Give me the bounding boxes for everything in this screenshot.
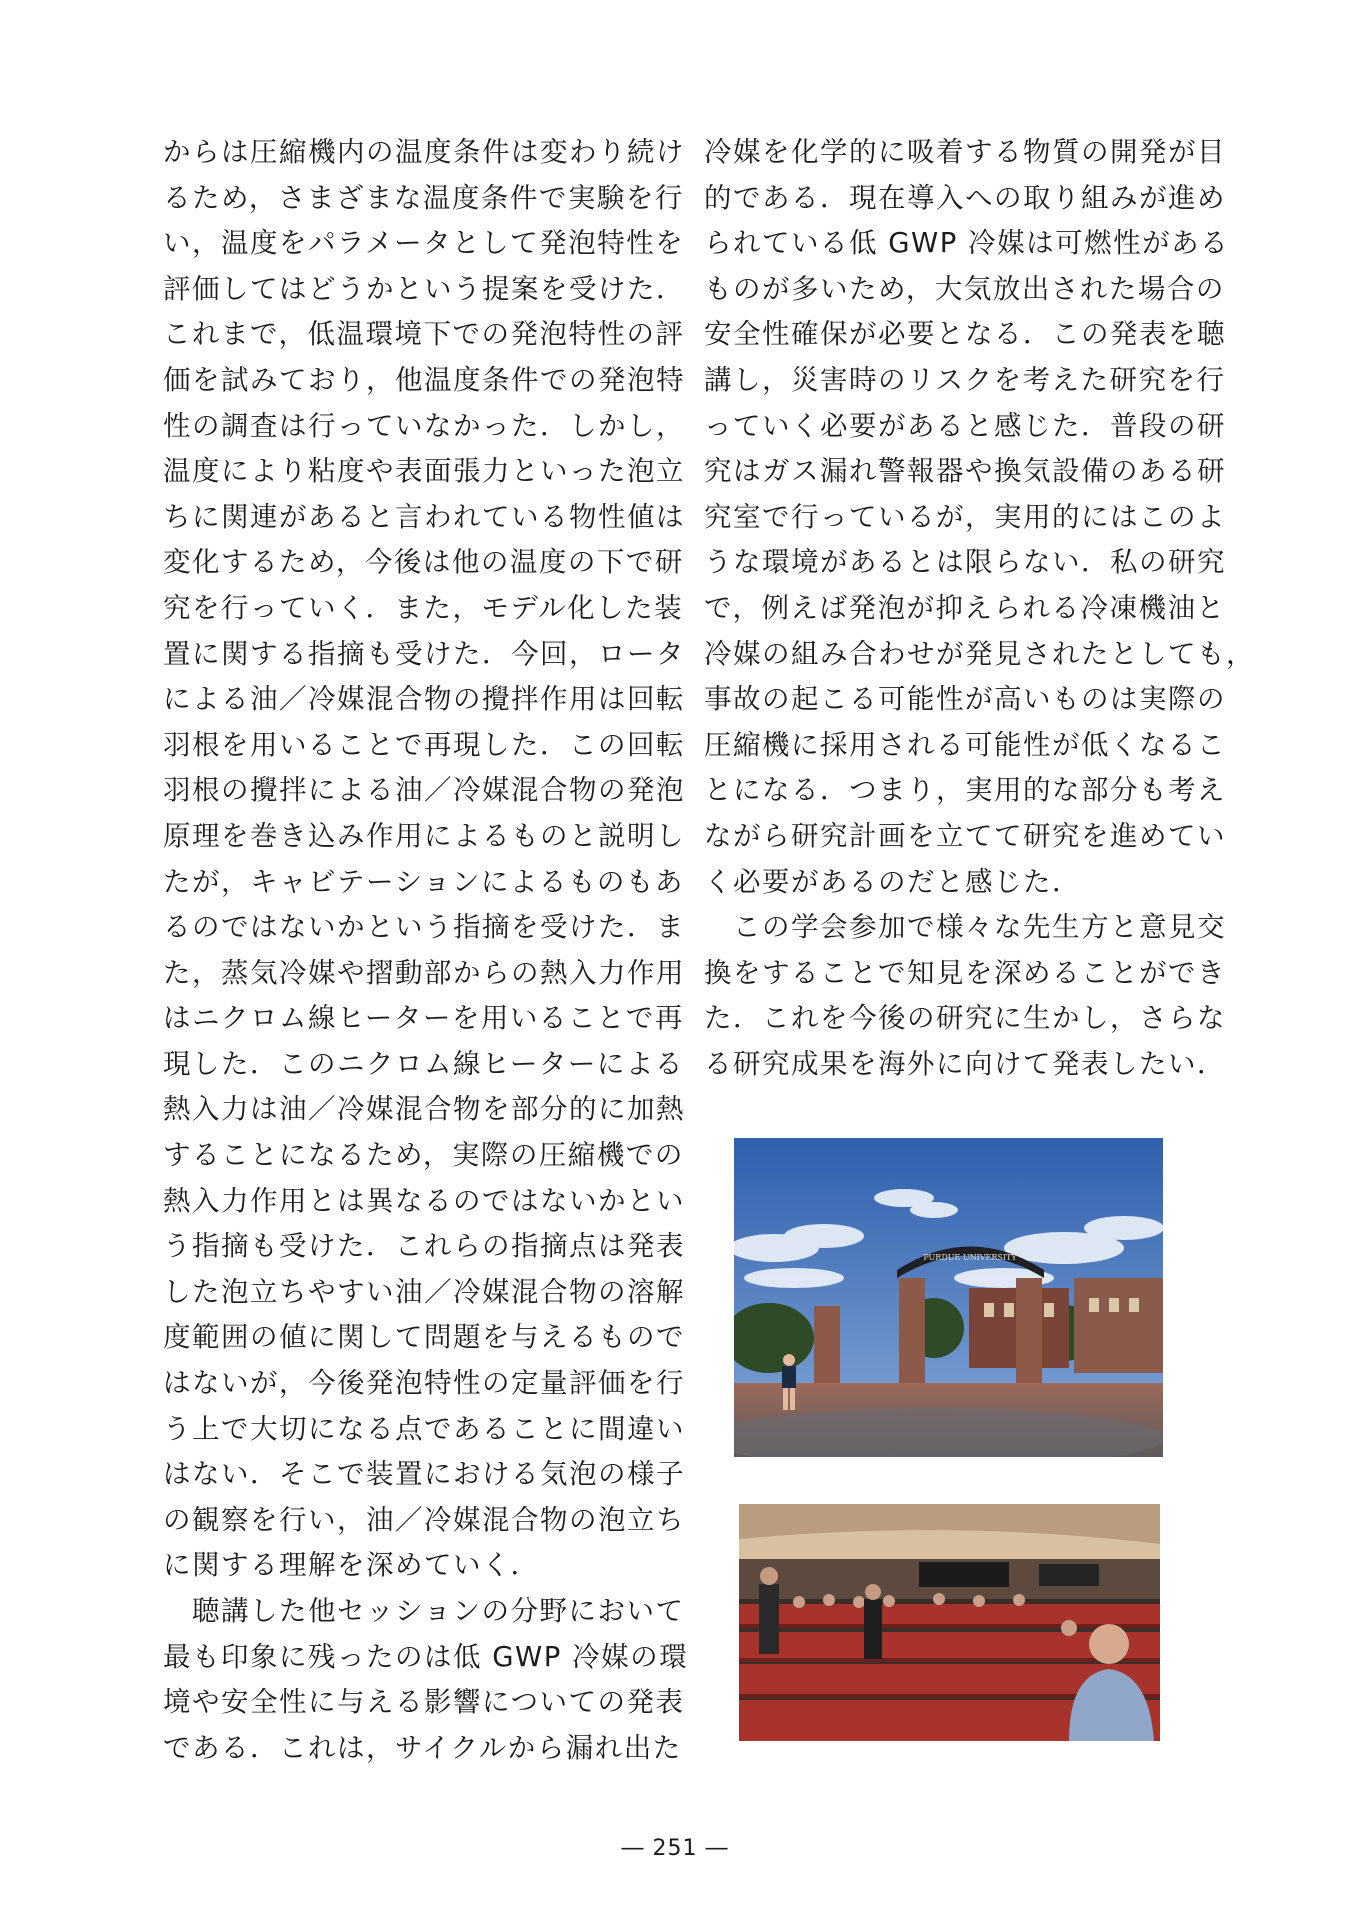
left-line: 羽根の攪拌による油／冷媒混合物の発泡 <box>163 774 685 807</box>
right-line: 事故の起こる可能性が高いものは実際の <box>704 683 1226 716</box>
left-line: たが，キャビテーションによるものもあ <box>163 865 684 898</box>
right-line: で，例えば発泡が抑えられる冷凍機油と <box>704 591 1226 624</box>
left-line: 変化するため，今後は他の温度の下で研 <box>163 546 684 579</box>
left-line: 評価してはどうかという提案を受けた． <box>163 272 685 305</box>
left-line: 原理を巻き込み作用によるものと説明し <box>163 819 685 852</box>
left-line: に関する理解を深めていく． <box>163 1549 540 1582</box>
right-line: 安全性確保が必要となる．この発表を聴 <box>704 318 1226 351</box>
left-line: う上で大切になる点であることに間違い <box>163 1412 685 1445</box>
right-line: た．これを今後の研究に生かし，さらな <box>704 1002 1226 1035</box>
right-line: うな環境があるとは限らない．私の研究 <box>704 546 1226 579</box>
left-line: ちに関連があると言われている物性値は <box>163 500 685 533</box>
left-line: 性の調査は行っていなかった．しかし， <box>163 409 685 442</box>
left-line: からは圧縮機内の温度条件は変わり続け <box>163 136 685 168</box>
right-line: 圧縮機に採用される可能性が低くなるこ <box>704 728 1226 761</box>
left-line: 価を試みており，他温度条件での発泡特 <box>163 363 685 396</box>
left-line: た，蒸気冷媒や摺動部からの熱入力作用 <box>163 956 685 989</box>
right-line: ながら研究計画を立てて研究を進めてい <box>704 819 1226 852</box>
left-line: い，温度をパラメータとして発泡特性を <box>163 227 685 260</box>
left-line: るため，さまざまな温度条件で実験を行 <box>163 181 684 214</box>
right-line: ものが多いため，大気放出された場合の <box>704 272 1225 305</box>
right-line: く必要があるのだと感じた． <box>704 865 1081 898</box>
right-line: られている低 GWP 冷媒は可燃性がある <box>704 227 1230 260</box>
right-line: とになる．つまり，実用的な部分も考え <box>704 774 1226 807</box>
right-line: る研究成果を海外に向けて発表したい． <box>704 1047 1226 1080</box>
right-line: 講し，災害時のリスクを考えた研究を行 <box>704 363 1226 396</box>
left-line: である．これは，サイクルから漏れ出た <box>163 1731 682 1764</box>
left-line: 温度により粘度や表面張力といった泡立 <box>163 455 685 488</box>
left-line: 熱入力は油／冷媒混合物を部分的に加熱 <box>163 1093 685 1126</box>
left-line: 現した．このニクロム線ヒーターによる <box>163 1047 684 1080</box>
left-line: することになるため，実際の圧縮機での <box>163 1139 684 1172</box>
left-line: はない．そこで装置における気泡の様子 <box>163 1458 685 1491</box>
left-line: 最も印象に残ったのは低 GWP 冷媒の環 <box>163 1640 689 1673</box>
left-line: した泡立ちやすい油／冷媒混合物の溶解 <box>163 1275 685 1308</box>
left-line: の観察を行い，油／冷媒混合物の泡立ち <box>163 1503 685 1536</box>
left-line: う指摘も受けた．これらの指摘点は発表 <box>163 1230 685 1263</box>
right-line: 冷媒の組み合わせが発見されたとしても， <box>704 637 1255 670</box>
left-line: るのではないかという指摘を受けた．ま <box>163 911 685 944</box>
right-line: っていく必要があると感じた．普段の研 <box>704 409 1226 442</box>
left-line: 聴講した他セッションの分野において <box>163 1595 685 1627</box>
lecture-hall-photo <box>739 1504 1160 1741</box>
left-line: による油／冷媒混合物の攪拌作用は回転 <box>163 683 685 716</box>
left-line: 置に関する指摘も受けた．今回，ロータ <box>163 637 685 670</box>
right-line: 的である．現在導入への取り組みが進め <box>704 181 1226 214</box>
right-line: 冷媒を化学的に吸着する物質の開発が目 <box>704 136 1226 168</box>
right-line: 究はガス漏れ警報器や換気設備のある研 <box>704 455 1226 488</box>
left-line: 度範囲の値に関して問題を与えるもので <box>163 1321 685 1354</box>
campus-gate-photo <box>734 1138 1163 1457</box>
left-column <box>163 130 689 1771</box>
left-line: 熱入力作用とは異なるのではないかとい <box>163 1184 685 1217</box>
left-line: 究を行っていく．また，モデル化した装 <box>163 591 684 624</box>
campus-gate-illustration <box>734 1138 1163 1457</box>
left-line: はないが，今後発泡特性の定量評価を行 <box>163 1367 685 1400</box>
gate-sign-text: PURDUE UNIVERSITY <box>923 1253 1017 1262</box>
page-number: ― 251 ― <box>621 1836 729 1861</box>
right-line: この学会参加で様々な先生方と意見交 <box>704 911 1226 944</box>
left-line: 羽根を用いることで再現した．この回転 <box>163 728 685 761</box>
left-line: これまで，低温環境下での発泡特性の評 <box>163 318 685 351</box>
right-line: 換をすることで知見を深めることができ <box>704 956 1226 989</box>
right-column <box>704 130 1255 1087</box>
left-line: 境や安全性に与える影響についての発表 <box>163 1686 685 1719</box>
right-line: 究室で行っているが，実用的にはこのよ <box>704 500 1226 533</box>
left-line: はニクロム線ヒーターを用いることで再 <box>163 1002 684 1035</box>
lecture-hall-illustration <box>739 1504 1160 1741</box>
